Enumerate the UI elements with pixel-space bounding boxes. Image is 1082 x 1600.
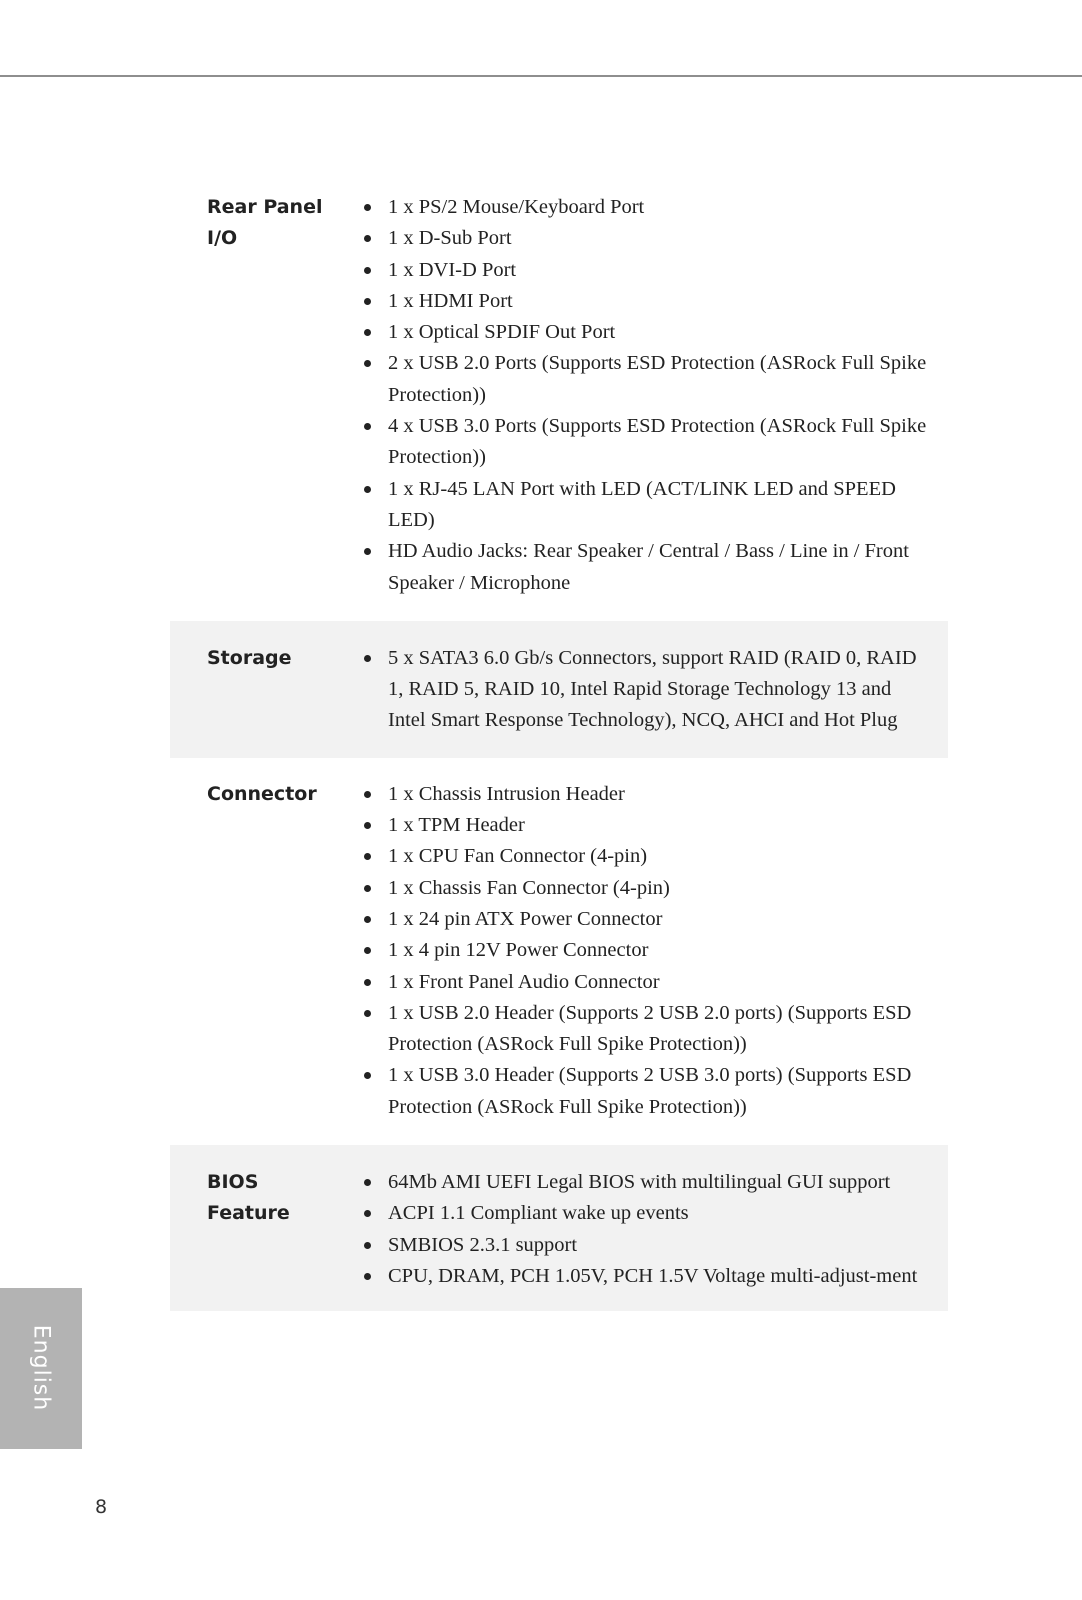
spec-item: 64Mb AMI UEFI Legal BIOS with multilingual GUI support: [364, 1167, 928, 1198]
spec-list: [364, 779, 948, 1123]
spec-item: 1 x 4 pin 12V Power Connector: [364, 935, 928, 966]
spec-item: 2 x USB 2.0 Ports (Supports ESD Protection (ASRock Full Spike Protection)): [364, 348, 928, 411]
spec-item: SMBIOS 2.3.1 support: [364, 1230, 928, 1261]
spec-list: [364, 192, 948, 599]
spec-item: 1 x CPU Fan Connector (4-pin): [364, 841, 928, 872]
header-rule: [0, 75, 1082, 77]
language-tab-label: English: [28, 1324, 54, 1412]
spec-item: ACPI 1.1 Compliant wake up events: [364, 1198, 928, 1229]
spec-table: [170, 192, 948, 1311]
spec-row-storage: [170, 621, 948, 758]
spec-row-bios-feature: [170, 1145, 948, 1311]
spec-label-line: Connector: [207, 782, 317, 805]
spec-item: 1 x Optical SPDIF Out Port: [364, 317, 928, 348]
spec-item: 1 x Front Panel Audio Connector: [364, 967, 928, 998]
spec-item: 1 x USB 2.0 Header (Supports 2 USB 2.0 ports) (Supports ESD Protection (ASRock Full Spike Protection)): [364, 998, 928, 1061]
spec-label-line: BIOS: [207, 1171, 259, 1194]
spec-item: 1 x USB 3.0 Header (Supports 2 USB 3.0 ports) (Supports ESD Protection (ASRock Full Spike Protection)): [364, 1060, 928, 1123]
spec-item: HD Audio Jacks: Rear Speaker / Central / Bass / Line in / Front Speaker / Microphone: [364, 536, 928, 599]
spec-list: [364, 643, 948, 737]
spec-row-connector: [170, 758, 948, 1145]
spec-item: 1 x 24 pin ATX Power Connector: [364, 904, 928, 935]
spec-label: [170, 1167, 364, 1292]
spec-label-line: Rear Panel: [207, 196, 323, 218]
spec-item: 4 x USB 3.0 Ports (Supports ESD Protection (ASRock Full Spike Protection)): [364, 411, 928, 474]
spec-item: 1 x HDMI Port: [364, 286, 928, 317]
spec-item: 5 x SATA3 6.0 Gb/s Connectors, support RAID (RAID 0, RAID 1, RAID 5, RAID 10, Intel Rapid Storage Technology 13 and Intel Smart Response Technology), NCQ, AHCI and Hot Plug: [364, 643, 928, 737]
spec-item: CPU, DRAM, PCH 1.05V, PCH 1.5V Voltage multi-adjust-ment: [364, 1261, 928, 1292]
spec-item: 1 x TPM Header: [364, 810, 928, 841]
spec-row-rear-panel-io: [170, 192, 948, 621]
spec-item: 1 x PS/2 Mouse/Keyboard Port: [364, 192, 928, 223]
spec-list: [364, 1167, 948, 1292]
spec-item: 1 x Chassis Intrusion Header: [364, 779, 928, 810]
spec-label: [170, 192, 364, 599]
language-tab: [0, 1288, 82, 1449]
spec-label: [170, 779, 364, 1123]
spec-label-line: Storage: [207, 646, 292, 669]
spec-item: 1 x Chassis Fan Connector (4-pin): [364, 873, 928, 904]
spec-label-line: Feature: [207, 1202, 290, 1225]
spec-item: 1 x D-Sub Port: [364, 223, 928, 254]
page-number: 8: [95, 1496, 108, 1518]
spec-label: [170, 643, 364, 737]
spec-item: 1 x RJ-45 LAN Port with LED (ACT/LINK LED and SPEED LED): [364, 474, 928, 537]
spec-label-line: I/O: [207, 227, 238, 250]
spec-item: 1 x DVI-D Port: [364, 255, 928, 286]
